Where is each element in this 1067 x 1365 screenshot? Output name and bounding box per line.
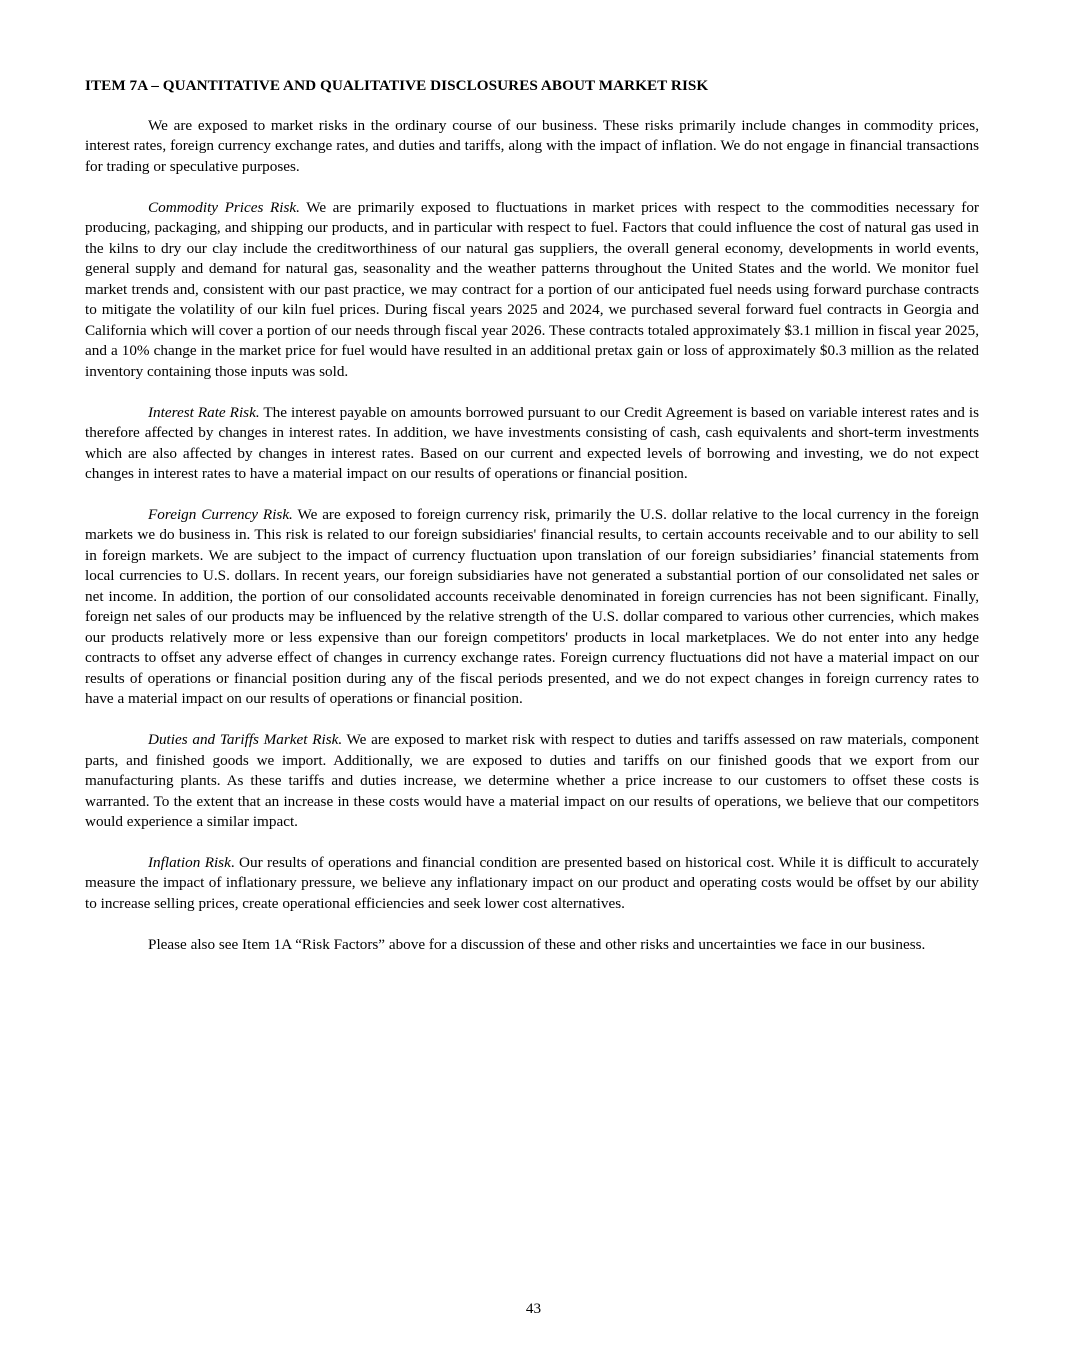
paragraph-body: The interest payable on amounts borrowed pursuant to our Credit Agreement is based on variable interest rates and is therefore affected by changes in interest rates. In addition, we have investments consisting of cash, cash equivalents and short-term investments which are also affected by changes in interest rates. Based on our current and expected levels of borrowing and investing, we do not expect changes in interest rates to have a material impact on our results of operations or financial position. — [85, 403, 979, 482]
document-page — [85, 76, 979, 976]
closing-paragraph: Please also see Item 1A “Risk Factors” above for a discussion of these and other risks and uncertainties we face in our business. — [148, 935, 926, 953]
commodity-prices-risk-paragraph — [85, 198, 979, 382]
paragraph-lead: Foreign Currency Risk. — [148, 506, 293, 524]
paragraph-body: We are exposed to foreign currency risk, primarily the U.S. dollar relative to the local currency in the foreign markets we do business in. This risk is related to our foreign subsidiaries' financial results, to certain accounts receivable and to our ability to sell in foreign markets. We are subject to the impact of currency fluctuation upon translation of our foreign subsidiaries’ financial statements from local currencies to U.S. dollars. In recent years, our foreign subsidiaries have not generated a substantial portion of our consolidated net sales or net income. In addition, the portion of our consolidated accounts receivable denominated in foreign currencies has not been significant. Finally, foreign net sales of our products may be influenced by the relative strength of the U.S. dollar compared to various other currencies, which makes our products relatively more or less expensive than our foreign competitors' products in local marketplaces. We do not enter into any hedge contracts to offset any adverse effect of changes in currency exchange rates. Foreign currency fluctuations did not have a material impact on our results of operations or financial position during any of the fiscal periods presented, and we do not expect changes in foreign currency rates to have a material impact on our results of operations or financial position. — [85, 506, 979, 708]
section-heading: ITEM 7A – QUANTITATIVE AND QUALITATIVE DISCLOSURES ABOUT MARKET RISK — [85, 77, 709, 94]
paragraph-lead: Inflation Risk — [148, 854, 231, 872]
paragraph-lead: Commodity Prices Risk. — [148, 198, 300, 216]
paragraph-lead: Duties and Tariffs Market Risk. — [148, 731, 343, 749]
paragraph-body: . Our results of operations and financial condition are presented based on historical cost. While it is difficult to accurately measure the impact of inflationary pressure, we believe any inflationary impact on our product and operating costs would be offset by our ability to increase selling prices, create operational efficiencies and seek lower cost alternatives. — [85, 854, 979, 912]
interest-rate-risk-paragraph — [85, 403, 979, 485]
page-number: 43 — [525, 1300, 542, 1317]
paragraph-body: We are primarily exposed to fluctuations in market prices with respect to the commodities necessary for producing, packaging, and shipping our products, and in particular with respect to fuel. Factors that could influence the cost of natural gas used in the kilns to dry our clay include the creditworthiness of our natural gas suppliers, the overall general economy, developments in world events, general supply and demand for natural gas, seasonality and the weather patterns throughout the United States and the world. We monitor fuel market trends and, consistent with our past practice, we may contract for a portion of our anticipated fuel needs using forward purchase contracts to mitigate the volatility of our kiln fuel prices. During fiscal years 2025 and 2024, we purchased several forward fuel contracts in Georgia and California which will cover a portion of our needs through fiscal year 2026. These contracts totaled approximately $3.1 million in fiscal year 2025, and a 10% change in the market price for fuel would have resulted in an additional pretax gain or loss of approximately $0.3 million as the related inventory containing those inputs was sold. — [85, 198, 979, 380]
paragraph-body: We are exposed to market risk with respect to duties and tariffs assessed on raw materials, component parts, and finished goods we import. Additionally, we are exposed to duties and tariffs on our finished goods that we export from our manufacturing plants. As these tariffs and duties increase, we determine whether a price increase to our customers to offset these costs is warranted. To the extent that an increase in these costs would have a material impact on our results of operations, we believe that our competitors would experience a similar impact. — [85, 731, 979, 830]
duties-tariffs-risk-paragraph — [85, 730, 979, 832]
intro-paragraph: We are exposed to market risks in the ordinary course of our business. These risks primarily include changes in commodity prices, interest rates, foreign currency exchange rates, and duties and tariffs, along with the impact of inflation. We do not engage in financial transactions for trading or speculative purposes. — [85, 117, 979, 175]
inflation-risk-paragraph — [85, 853, 979, 914]
paragraph-lead: Interest Rate Risk. — [148, 403, 260, 421]
foreign-currency-risk-paragraph — [85, 505, 979, 710]
